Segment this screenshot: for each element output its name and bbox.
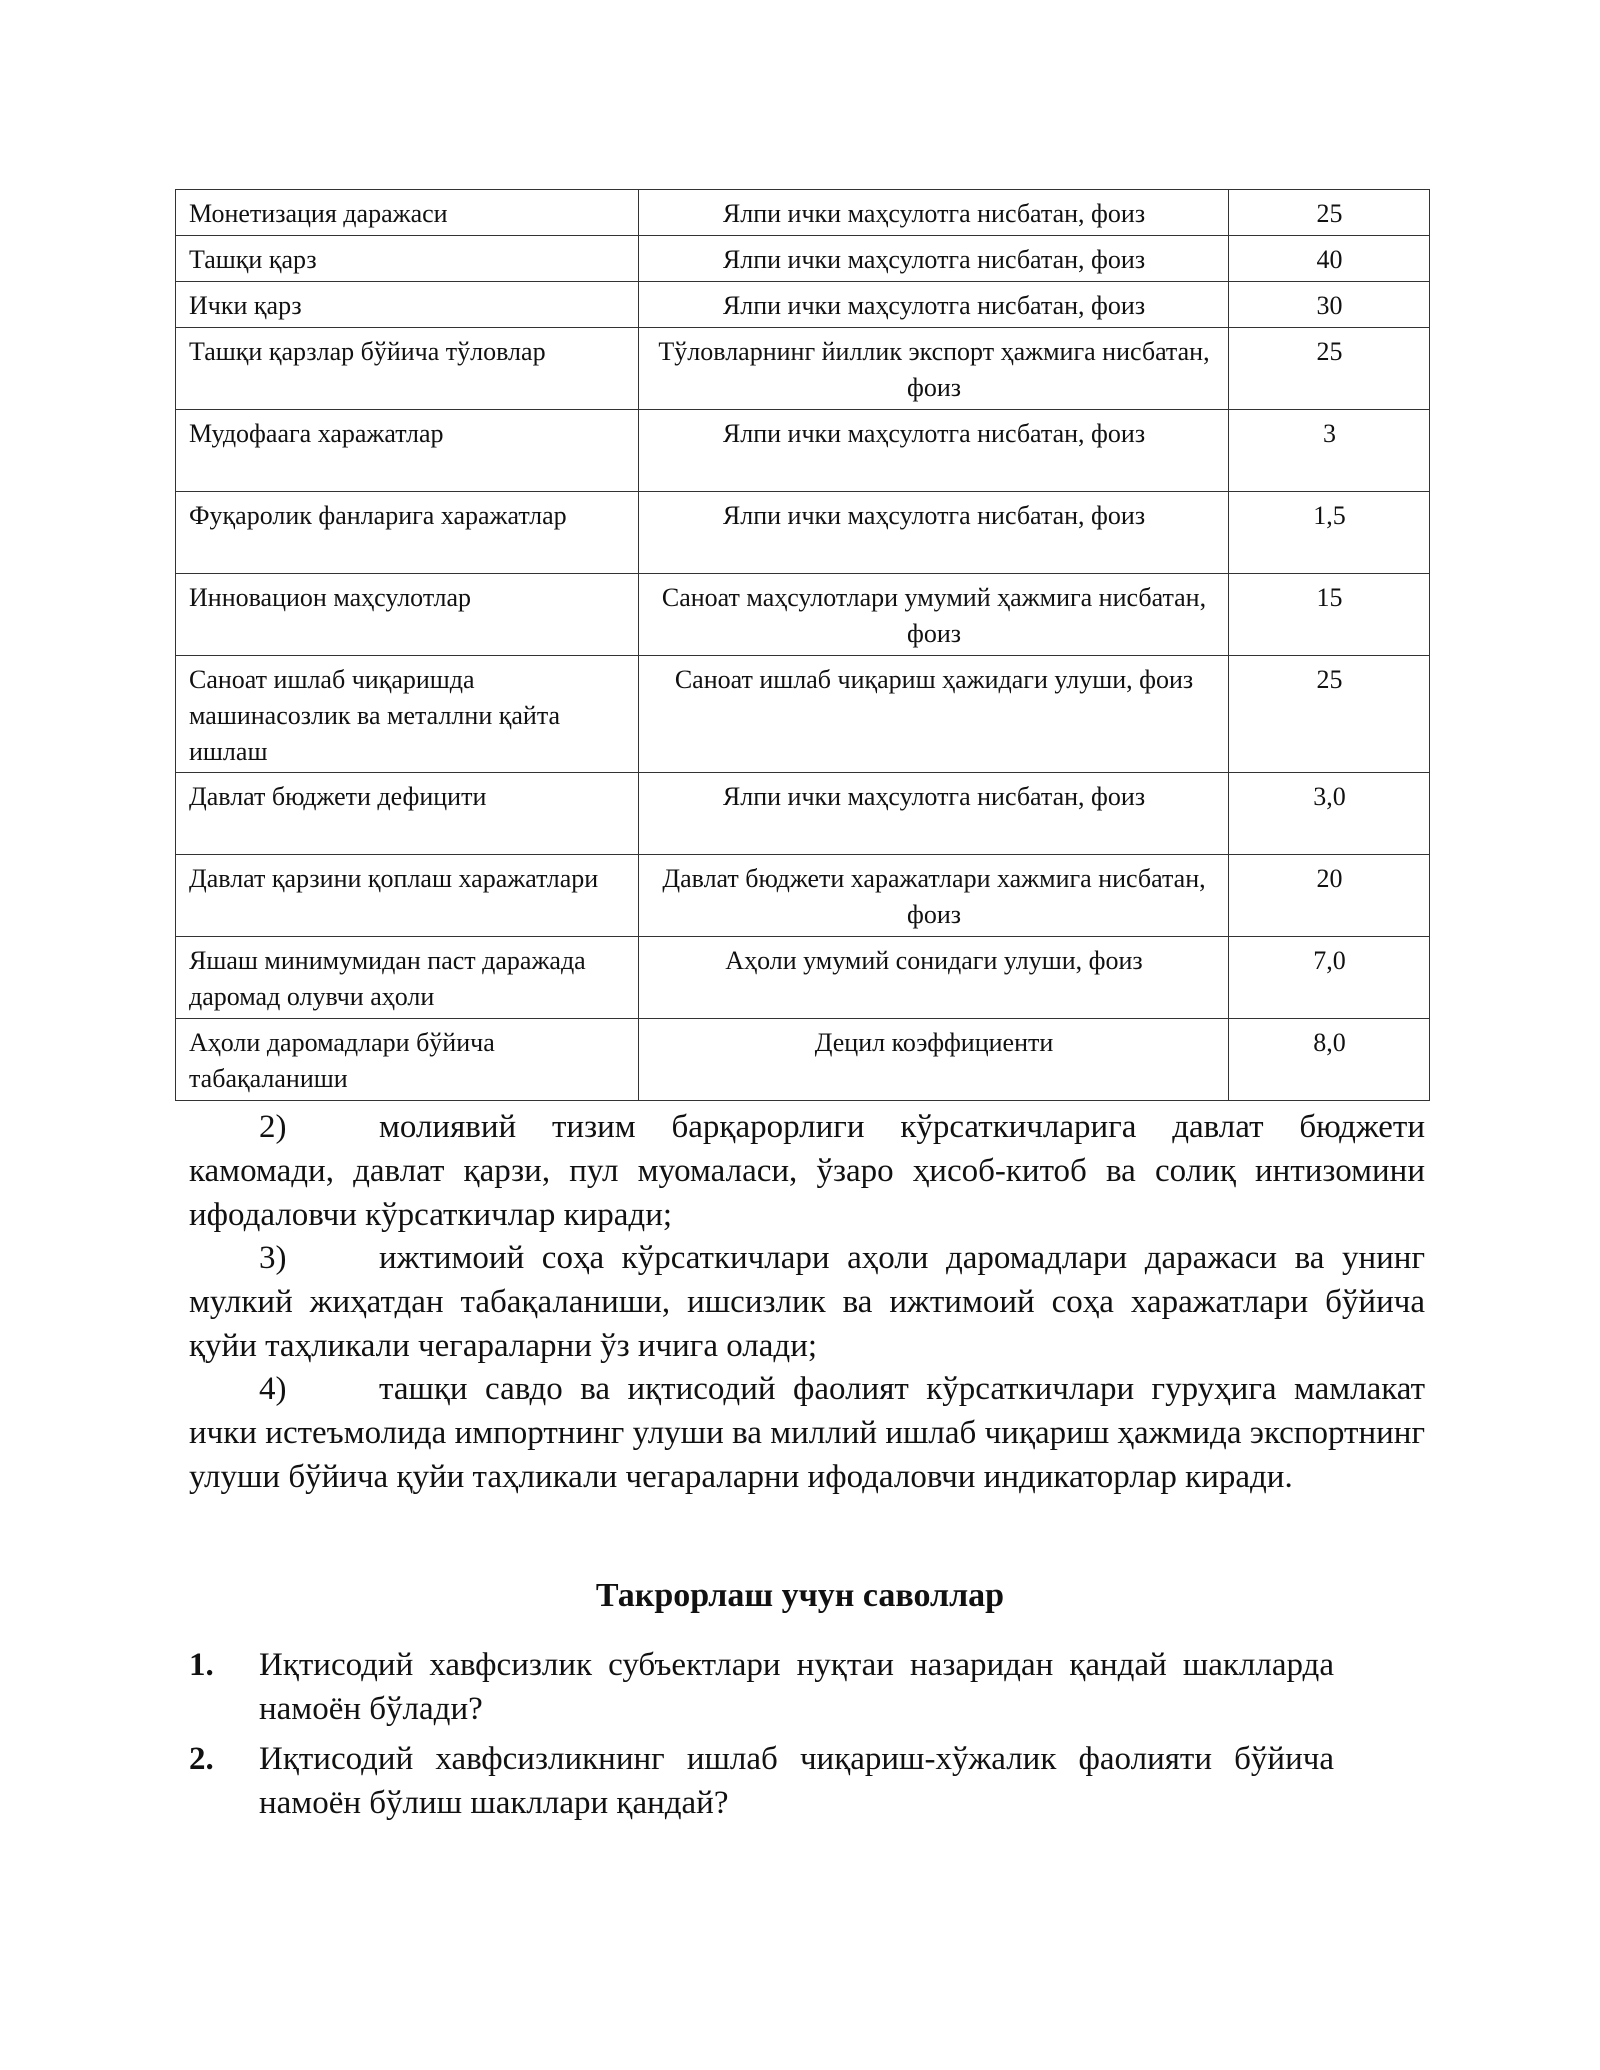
measure-cell: Ялпи ички маҳсулотга нисбатан, фоиз	[639, 410, 1229, 492]
indicator-cell: Ташқи қарзлар бўйича тўловлар	[176, 328, 639, 410]
indicator-cell: Инновацион маҳсулотлар	[176, 574, 639, 656]
value-cell: 25	[1229, 190, 1430, 236]
table-row	[176, 773, 1430, 855]
table-row	[176, 855, 1430, 937]
indicator-cell: Саноат ишлаб чиқаришда машинасозлик ва металлни қайта ишлаш	[176, 656, 639, 773]
paragraph-number: 2)	[259, 1109, 287, 1145]
indicator-cell: Ички қарз	[176, 282, 639, 328]
question-number: 1.	[189, 1647, 214, 1683]
paragraph-number: 4)	[259, 1371, 287, 1407]
measure-cell: Ялпи ички маҳсулотга нисбатан, фоиз	[639, 236, 1229, 282]
table-row	[176, 328, 1430, 410]
value-cell: 3,0	[1229, 773, 1430, 855]
paragraph-item-2	[189, 1105, 1425, 1237]
question-item-1	[189, 1643, 1334, 1731]
indicator-cell: Монетизация даражаси	[176, 190, 639, 236]
indicator-cell: Мудофаага харажатлар	[176, 410, 639, 492]
table-row	[176, 410, 1430, 492]
table-row	[176, 574, 1430, 656]
value-cell: 7,0	[1229, 937, 1430, 1019]
table-row	[176, 190, 1430, 236]
paragraph-text: ташқи савдо ва иқтисодий фаолият кўрсаткичлари гуруҳига мамлакат ички истеъмолида импортнинг улуши ва миллий ишлаб чиқариш ҳажмида экспортнинг улуши бўйича қуйи таҳликали чегараларни ифодаловчи индикаторлар киради.	[189, 1371, 1425, 1495]
indicator-cell: Яшаш минимумидан паст даражада даромад олувчи аҳоли	[176, 937, 639, 1019]
measure-cell: Ялпи ички маҳсулотга нисбатан, фоиз	[639, 282, 1229, 328]
value-cell: 1,5	[1229, 492, 1430, 574]
table-row	[176, 492, 1430, 574]
measure-cell: Аҳоли умумий сонидаги улуши, фоиз	[639, 937, 1229, 1019]
paragraph-number: 3)	[259, 1240, 287, 1276]
section-heading: Такрорлаш учун саволлар	[595, 1577, 1005, 1614]
indicator-cell: Давлат қарзини қоплаш харажатлари	[176, 855, 639, 937]
value-cell: 8,0	[1229, 1019, 1430, 1101]
paragraph-item-4	[189, 1367, 1425, 1499]
table-row	[176, 656, 1430, 773]
value-cell: 40	[1229, 236, 1430, 282]
table-row	[176, 1019, 1430, 1101]
measure-cell: Ялпи ички маҳсулотга нисбатан, фоиз	[639, 190, 1229, 236]
measure-cell: Давлат бюджети харажатлари хажмига нисбатан, фоиз	[639, 855, 1229, 937]
paragraph-text: молиявий тизим барқарорлиги кўрсаткичларига давлат бюджети камомади, давлат қарзи, пул муомаласи, ўзаро ҳисоб-китоб ва солиқ интизомини ифодаловчи кўрсаткичлар киради;	[189, 1109, 1425, 1233]
value-cell: 25	[1229, 328, 1430, 410]
measure-cell: Ялпи ички маҳсулотга нисбатан, фоиз	[639, 773, 1229, 855]
value-cell: 3	[1229, 410, 1430, 492]
value-cell: 30	[1229, 282, 1430, 328]
measure-cell: Саноат маҳсулотлари умумий ҳажмига нисбатан, фоиз	[639, 574, 1229, 656]
measure-cell: Ялпи ички маҳсулотга нисбатан, фоиз	[639, 492, 1229, 574]
table-row	[176, 937, 1430, 1019]
measure-cell: Саноат ишлаб чиқариш ҳажидаги улуши, фоиз	[639, 656, 1229, 773]
question-item-2	[189, 1737, 1334, 1825]
paragraph-text: ижтимоий соҳа кўрсаткичлари аҳоли даромадлари даражаси ва унинг мулкий жиҳатдан табақаланиши, ишсизлик ва ижтимоий соҳа харажатлари бўйича қуйи таҳликали чегараларни ўз ичига олади;	[189, 1240, 1425, 1364]
value-cell: 25	[1229, 656, 1430, 773]
indicator-cell: Аҳоли даромадлари бўйича табақаланиши	[176, 1019, 639, 1101]
table-row	[176, 236, 1430, 282]
value-cell: 15	[1229, 574, 1430, 656]
measure-cell: Тўловларнинг йиллик экспорт ҳажмига нисбатан, фоиз	[639, 328, 1229, 410]
question-text: Иқтисодий хавфсизлик субъектлари нуқтаи назаридан қандай шаклларда намоён бўлади?	[259, 1647, 1334, 1727]
indicators-table	[175, 189, 1430, 1101]
question-text: Иқтисодий хавфсизликнинг ишлаб чиқариш-хўжалик фаолияти бўйича намоён бўлиш шакллари қандай?	[259, 1741, 1334, 1821]
indicator-cell: Давлат бюджети дефицити	[176, 773, 639, 855]
paragraph-item-3	[189, 1236, 1425, 1368]
question-number: 2.	[189, 1741, 214, 1777]
value-cell: 20	[1229, 855, 1430, 937]
table-row	[176, 282, 1430, 328]
measure-cell: Децил коэффициенти	[639, 1019, 1229, 1101]
indicator-cell: Фуқаролик фанларига харажатлар	[176, 492, 639, 574]
indicator-cell: Ташқи қарз	[176, 236, 639, 282]
